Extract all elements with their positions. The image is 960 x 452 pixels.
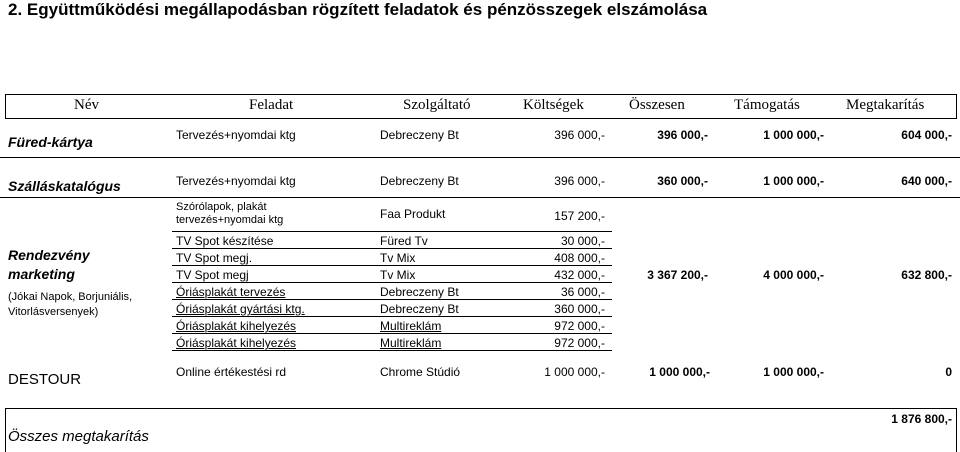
header-tamogatas: Támogatás bbox=[734, 97, 800, 113]
rendezveny-provider-5: Debreczeny Bt bbox=[380, 302, 459, 316]
header-szolgaltato: Szolgáltató bbox=[403, 97, 471, 113]
rendezveny-row-border-1 bbox=[172, 248, 612, 249]
row-task-destour: Online értékestési rd bbox=[176, 365, 287, 379]
header-koltsegek: Költségek bbox=[523, 97, 584, 113]
row-provider-szallas: Debreczeny Bt bbox=[380, 174, 459, 188]
rendezveny-row-border-5 bbox=[172, 316, 612, 317]
rendezveny-cost-6: 972 000,- bbox=[554, 319, 605, 333]
row-task-szallas: Tervezés+nyomdai ktg bbox=[176, 174, 296, 188]
row-provider-destour: Chrome Stúdió bbox=[380, 365, 461, 379]
rendezveny-task-5: Óriásplakát gyártási ktg. bbox=[176, 302, 305, 316]
rendezveny-row-border-3 bbox=[172, 282, 612, 283]
rendezveny-provider-3: Tv Mix bbox=[380, 268, 416, 282]
rendezveny-cost-0: 157 200,- bbox=[554, 209, 605, 223]
row-total-fured: 396 000,- bbox=[657, 128, 708, 142]
header-bottom-border bbox=[5, 118, 957, 119]
rendezveny-cost-3: 432 000,- bbox=[554, 268, 605, 282]
row-border-szallas bbox=[0, 197, 960, 198]
row-name-rendezveny-2: marketing bbox=[8, 266, 75, 282]
rendezveny-cost-1: 30 000,- bbox=[560, 234, 605, 248]
header-megtakaritas: Megtakarítás bbox=[846, 97, 925, 113]
header-feladat: Feladat bbox=[249, 97, 294, 113]
rendezveny-task-7: Óriásplakát kihelyezés bbox=[176, 336, 297, 350]
rendezveny-task-3: TV Spot megj bbox=[176, 268, 249, 282]
row-cost-destour: 1 000 000,- bbox=[544, 365, 605, 379]
rendezveny-row-border-2 bbox=[172, 265, 612, 266]
row-task-fured: Tervezés+nyomdai ktg bbox=[176, 128, 296, 142]
row-name-rendezveny-1: Rendezvény bbox=[8, 247, 90, 263]
rendezveny-task-0b: tervezés+nyomdai ktg bbox=[176, 214, 284, 226]
row-saving-destour: 0 bbox=[945, 365, 952, 379]
table-top-border bbox=[5, 94, 957, 95]
summary-left-border bbox=[5, 408, 6, 452]
row-provider-fured: Debreczeny Bt bbox=[380, 128, 459, 142]
row-total-destour: 1 000 000,- bbox=[649, 365, 710, 379]
rendezveny-cost-7: 972 000,- bbox=[554, 336, 605, 350]
row-total-rendezveny: 3 367 200,- bbox=[647, 268, 708, 282]
rendezveny-provider-1: Füred Tv bbox=[380, 234, 428, 248]
summary-right-border bbox=[956, 408, 957, 452]
row-total-szallas: 360 000,- bbox=[657, 174, 708, 188]
rendezveny-task-6: Óriásplakát kihelyezés bbox=[176, 319, 297, 333]
row-name-fured: Füred-kártya bbox=[8, 134, 93, 150]
table-left-border bbox=[5, 94, 6, 119]
row-saving-rendezveny: 632 800,- bbox=[901, 268, 952, 282]
rendezveny-task-2: TV Spot megj. bbox=[176, 251, 253, 265]
rendezveny-cost-4: 36 000,- bbox=[560, 285, 605, 299]
summary-value: 1 876 800,- bbox=[891, 412, 952, 426]
rendezveny-provider-0: Faa Produkt bbox=[380, 207, 446, 221]
row-name-szallas: Szálláskatalógus bbox=[8, 178, 121, 194]
rendezveny-task-0: Szórólapok, plakát bbox=[176, 201, 267, 213]
row-saving-szallas: 640 000,- bbox=[901, 174, 952, 188]
rendezveny-provider-6: Multireklám bbox=[380, 319, 442, 333]
row-subtitle-rendezveny-1: (Jókai Napok, Borjuniális, bbox=[8, 291, 133, 303]
row-border-fured bbox=[0, 157, 960, 158]
page-title: 2. Együttműködési megállapodásban rögzített feladatok és pénzösszegek elszámolása bbox=[8, 0, 708, 19]
rendezveny-cost-5: 360 000,- bbox=[554, 302, 605, 316]
row-name-destour: DESTOUR bbox=[8, 371, 82, 388]
row-support-fured: 1 000 000,- bbox=[763, 128, 824, 142]
summary-top-border bbox=[5, 408, 957, 409]
row-support-szallas: 1 000 000,- bbox=[763, 174, 824, 188]
rendezveny-task-4: Óriásplakát tervezés bbox=[176, 285, 286, 299]
row-support-destour: 1 000 000,- bbox=[763, 365, 824, 379]
row-support-rendezveny: 4 000 000,- bbox=[763, 268, 824, 282]
row-saving-fured: 604 000,- bbox=[901, 128, 952, 142]
rendezveny-row-border-4 bbox=[172, 299, 612, 300]
rendezveny-row-border-6 bbox=[172, 333, 612, 334]
rendezveny-cost-2: 408 000,- bbox=[554, 251, 605, 265]
rendezveny-row-border-0 bbox=[172, 231, 612, 232]
rendezveny-provider-4: Debreczeny Bt bbox=[380, 285, 459, 299]
rendezveny-provider-2: Tv Mix bbox=[380, 251, 416, 265]
rendezveny-row-border-7 bbox=[172, 350, 612, 351]
header-osszesen: Összesen bbox=[629, 97, 685, 113]
row-subtitle-rendezveny-2: Vitorlásversenyek) bbox=[8, 306, 99, 318]
row-cost-szallas: 396 000,- bbox=[554, 174, 605, 188]
rendezveny-task-1: TV Spot készítése bbox=[176, 234, 274, 248]
row-cost-fured: 396 000,- bbox=[554, 128, 605, 142]
summary-label: Összes megtakarítás bbox=[8, 428, 149, 445]
table-right-border bbox=[956, 94, 957, 119]
header-nev: Név bbox=[74, 97, 99, 113]
rendezveny-provider-7: Multireklám bbox=[380, 336, 442, 350]
